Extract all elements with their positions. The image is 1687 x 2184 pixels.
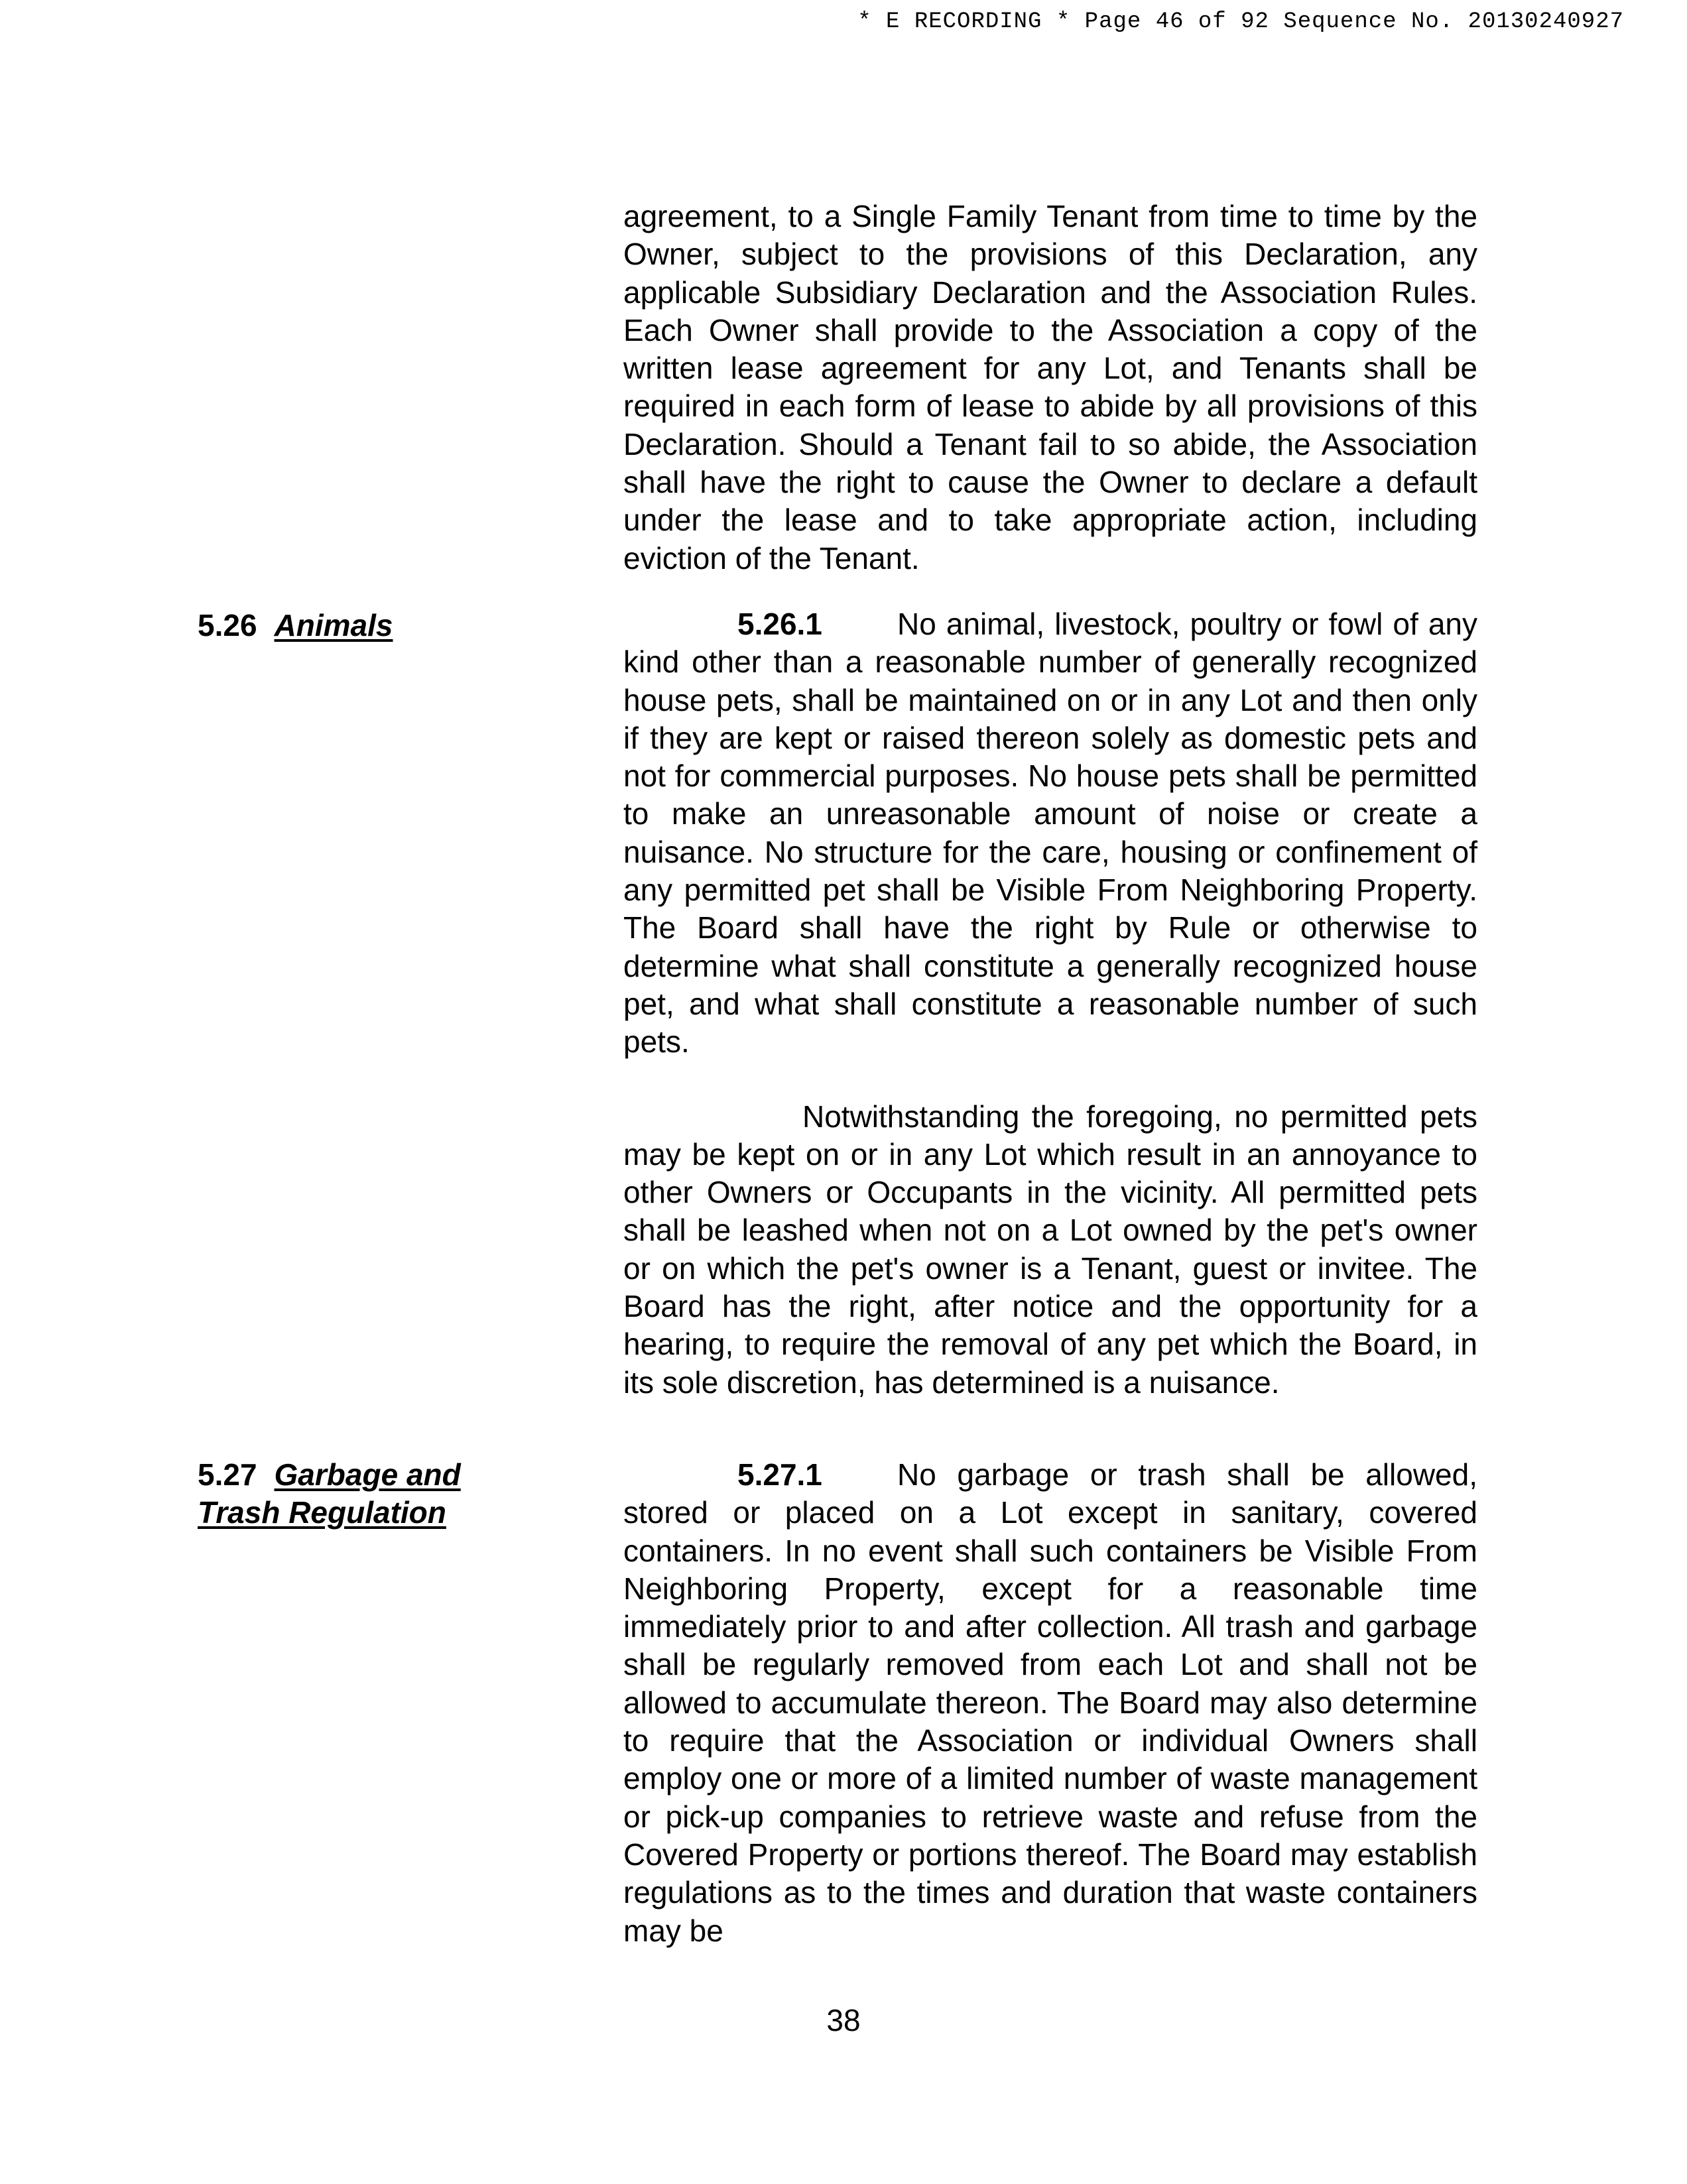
section-number: 5.26	[198, 608, 257, 642]
subsection-text: No animal, livestock, poultry or fowl of any kind other than a reasonable number of generally recognized house pets, shall be maintained on or in any Lot and then only if they are kept or raised thereon solely as domestic pets and not for commercial purposes. No house pets shall be permitted to make an unreasonable amount of noise or create a nuisance. No structure for the care, housing or confinement of any permitted pet shall be Visible From Neighboring Property. The Board shall have the right by Rule or otherwise to determine what shall constitute a generally recognized house pet, and what shall constitute a reasonable number of such pets.	[623, 607, 1477, 1060]
subsection-number: 5.26.1	[737, 607, 822, 641]
section-title-line-1: Garbage and	[274, 1457, 461, 1492]
section-animals-body	[623, 605, 1477, 1402]
continued-paragraph-text: agreement, to a Single Family Tenant from time to time by the Owner, subject to the provisions of this Declaration, any applicable Subsidiary Declaration and the Association Rules. Each Owner shall provide to the Association a copy of the written lease agreement for any Lot, and Tenants shall be required in each form of lease to abide by all provisions of this Declaration. Should a Tenant fail to so abide, the Association shall have the right to cause the Owner to declare a default under the lease and to take appropriate action, including eviction of the Tenant.	[623, 199, 1477, 576]
subsection-paragraph	[623, 605, 1477, 1062]
subsection-paragraph	[623, 1456, 1477, 1950]
section-title: Animals	[274, 608, 393, 642]
section-title-line-2: Trash Regulation	[198, 1495, 446, 1530]
notwithstanding-paragraph: Notwithstanding the foregoing, no permitted pets may be kept on or in any Lot which result in an annoyance to other Owners or Occupants in the vicinity. All permitted pets shall be leashed when not on a Lot owned by the pet's owner or on which the pet's owner is a Tenant, guest or invitee. The Board has the right, after notice and the opportunity for a hearing, to require the removal of any pet which the Board, in its sole discretion, has determined is a nuisance.	[623, 1099, 1477, 1400]
recording-header: * E RECORDING * Page 46 of 92 Sequence No. 20130240927	[857, 9, 1624, 34]
continued-paragraph	[623, 198, 1477, 577]
section-number: 5.27	[198, 1457, 257, 1492]
section-heading-line-2	[198, 1494, 461, 1532]
section-heading-animals	[198, 607, 393, 644]
section-garbage-body	[623, 1456, 1477, 1950]
subsection-text: No garbage or trash shall be allowed, stored or placed on a Lot except in sanitary, covered containers. In no event shall such containers be Visible From Neighboring Property, except for a reasonable time immediately prior to and after collection. All trash and garbage shall be regularly removed from each Lot and shall not be allowed to accumulate thereon. The Board may also determine to require that the Association or individual Owners shall employ one or more of a limited number of waste management or pick-up companies to retrieve waste and refuse from the Covered Property or portions thereof. The Board may establish regulations as to the times and duration that waste containers may be	[623, 1457, 1477, 1948]
page-number: 38	[826, 2003, 861, 2037]
subsection-number: 5.27.1	[737, 1457, 822, 1492]
section-heading-garbage	[198, 1456, 461, 1532]
section-heading-line-1	[198, 1456, 461, 1494]
